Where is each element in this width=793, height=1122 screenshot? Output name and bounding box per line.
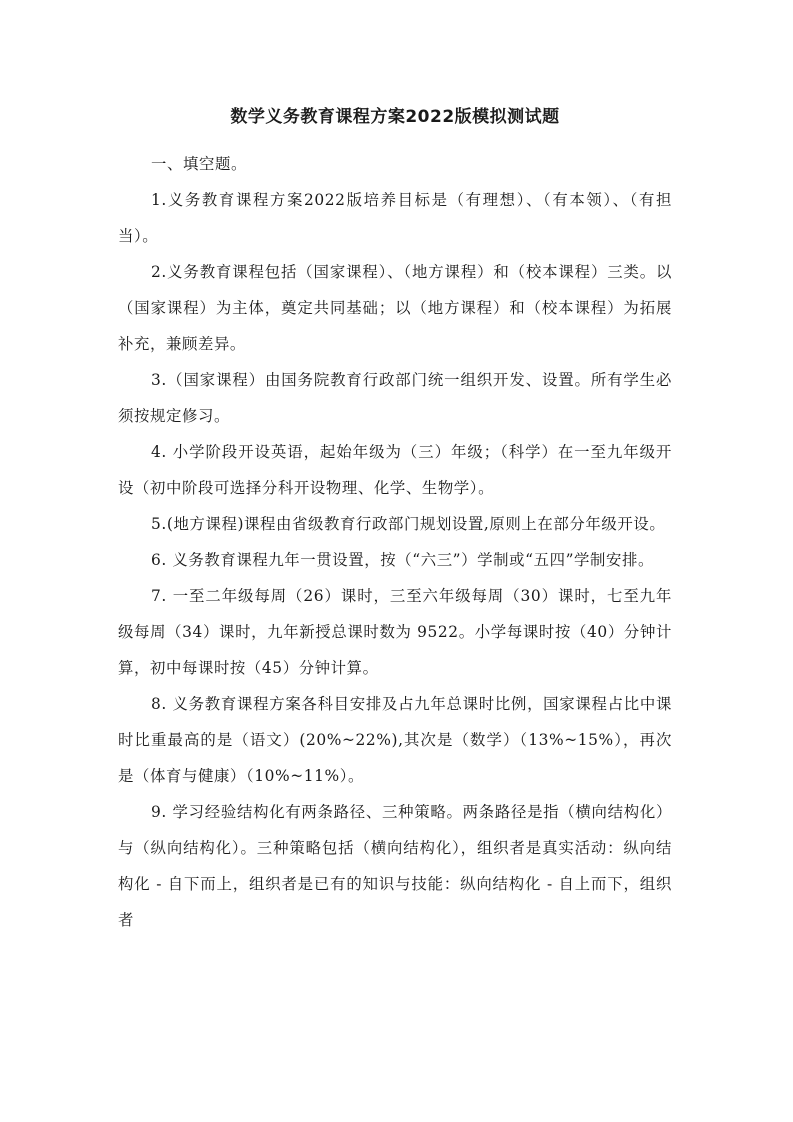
section-heading: 一、填空题。: [151, 155, 247, 173]
document-title: 数学义务教育课程方案2022版模拟测试题: [230, 107, 560, 127]
question-7: 7. 一至二年级每周（26）课时，三至六年级每周（30）课时，七至九年级每周（34）课时，九年新授总课时数为 9522。小学每课时按（40）分钟计算，初中每课时按（45）分钟计算。: [118, 587, 672, 677]
question-9: 9. 学习经验结构化有两条路径、三种策略。两条路径是指（横向结构化）与（纵向结构化）。三种策略包括（横向结构化），组织者是真实活动：纵向结构化 - 自下而上，组织者是已有的知识与技能：纵向结构化 - 自上而下，组织者: [118, 803, 672, 929]
question-1: 1.义务教育课程方案2022版培养目标是（有理想）、（有本领）、（有担当）。: [118, 191, 672, 245]
question-5: 5.(地方课程)课程由省级教育行政部门规划设置,原则上在部分年级开设。: [151, 515, 666, 533]
question-8: 8. 义务教育课程方案各科目安排及占九年总课时比例，国家课程占比中课时比重最高的是（语文）(20%~22%),其次是（数学）（13%~15%），再次是（体育与健康）（10%~11%）。: [118, 695, 672, 785]
question-3: 3.（国家课程）由国务院教育行政部门统一组织开发、设置。所有学生必须按规定修习。: [118, 371, 672, 425]
question-4: 4. 小学阶段开设英语，起始年级为（三）年级；（科学）在一至九年级开设（初中阶段可选择分科开设物理、化学、生物学）。: [118, 443, 672, 497]
document-page: [118, 102, 672, 938]
question-2: 2.义务教育课程包括（国家课程）、（地方课程）和（校本课程）三类。以（国家课程）为主体，奠定共同基础；以（地方课程）和（校本课程）为拓展补充，兼顾差异。: [118, 263, 672, 353]
question-6: 6. 义务教育课程九年一贯设置，按（“六三”）学制或“五四”学制安排。: [151, 551, 654, 569]
